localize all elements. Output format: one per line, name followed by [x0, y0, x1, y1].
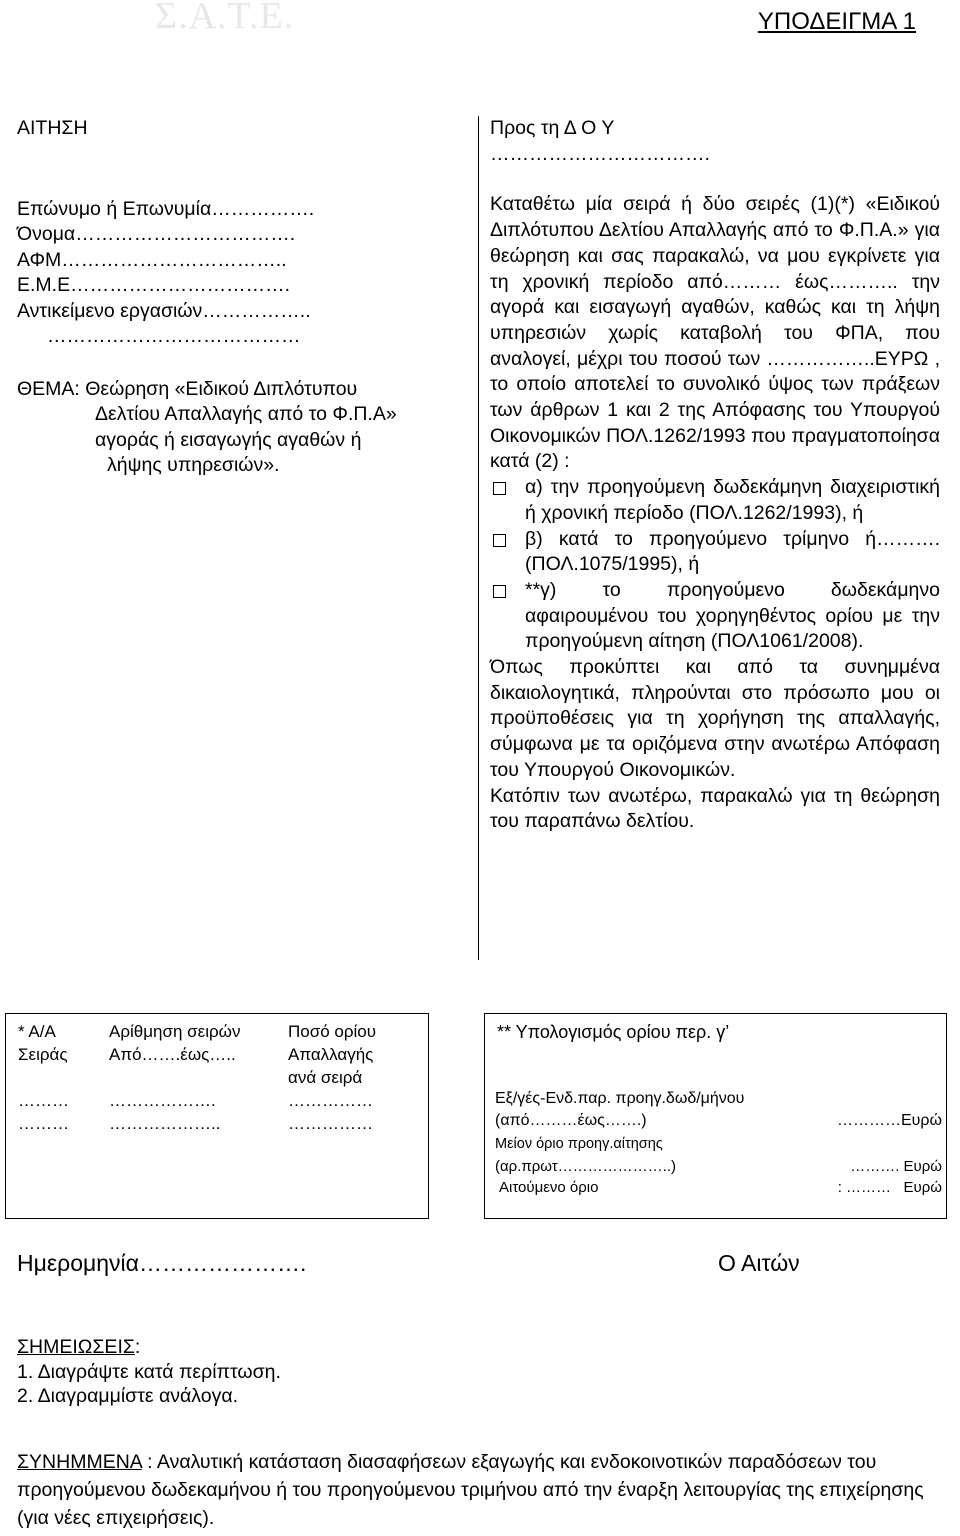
date-field: Ημερομηνία………………….: [17, 1250, 307, 1276]
field-activity: Αντικείμενο εργασιών……………..: [17, 299, 311, 322]
series-amount-column: Ποσό ορίου Απαλλαγής ανά σειρά …………… ……………: [288, 1022, 377, 1133]
column-divider: [478, 116, 479, 960]
calc-row1-label: Εξ/γές-Ενδ.παρ. προηγ.δωδ/μήνου: [495, 1090, 745, 1107]
request-body-column: [490, 116, 940, 835]
note-item: 1. Διαγράψτε κατά περίπτωση.: [17, 1360, 281, 1383]
option-b: β) κατά το προηγούμενο τρίμηνο ή………. (ΠΟΛ.1075/1995), ή: [490, 527, 940, 578]
calc-row2-label: Μείον όριο προηγ.αίτησης: [495, 1136, 663, 1152]
recipient-office: Προς τη Δ Ο Υ: [490, 117, 615, 139]
notes-section: ΣΗΜΕΙΩΣΕΙΣ: 1. Διαγράψτε κατά περίπτωση. 2. Διαγραμμίστε ανάλογα.: [17, 1336, 281, 1407]
calc-row1-value: …………Ευρώ: [836, 1112, 942, 1129]
calc-row1-sub: (από………έως…….): [495, 1112, 647, 1129]
field-activity-cont: …………………………………: [47, 325, 301, 347]
field-afm: ΑΦΜ……………………………..: [17, 248, 287, 271]
note-item: 2. Διαγραμμίστε ανάλογα.: [17, 1385, 239, 1407]
calc-row3-label: Αιτούμενο όριο: [499, 1179, 599, 1196]
checkbox-icon[interactable]: [493, 534, 506, 547]
calc-title: ** Υπολογισμός ορίου περ. γ’: [497, 1022, 730, 1042]
request-paragraph: Καταθέτω μία σειρά ή δύο σειρές (1)(*) «Ειδικού Διπλότυπου Δελτίου Απαλλαγής από το Φ.Π.Α.» για θεώρηση και σας παρακαλώ, να μου εγκρίνετε για τη χρονική περίοδο από……… έως……….. την αγορά και εισαγωγή αγαθών, καθώς και τη λήψη υπηρεσιών χωρίς καταβολή του ΦΠΑ, που αναλογεί, μέχρι του ποσού των ……………..ΕΥΡΩ , το οποίο αποτελεί το συνολικό ύψος των πράξεων των άρθρων 1 και 2 της Απόφασης του Υπουργού Οικονομικών ΠΟΛ.1262/1993 που πραγματοποίησα κατά (2) :: [490, 193, 940, 473]
subject-line-2: Δελτίου Απαλλαγής από το Φ.Π.Α»: [95, 403, 397, 425]
series-numbering-column: Αρίθμηση σειρών Από…….έως….. ………………. ………………..: [109, 1022, 241, 1133]
applicant-info-column: [17, 116, 457, 479]
option-c: **γ) το προηγούμενο δωδεκάμηνο αφαιρουμένου του χορηγηθέντος ορίου με την προηγούμενη αίτηση (ΠΟΛ1061/2008).: [490, 578, 940, 655]
field-surname: Επώνυμο ή Επωνυμία…………….: [17, 197, 315, 220]
subject-label: ΘΕΜΑ:: [17, 377, 80, 400]
subject-line-3: αγοράς ή εισαγωγής αγαθών ή: [95, 428, 362, 451]
application-title: ΑΙΤΗΣΗ: [17, 117, 88, 139]
watermark-text: Σ.Α.Τ.Ε.: [155, 0, 295, 37]
series-table: [5, 1013, 429, 1219]
calc-row2-sub: (αρ.πρωτ…………………..): [495, 1158, 677, 1175]
calc-row2-value: ………. Ευρώ: [850, 1158, 942, 1175]
limit-calculation-box: [484, 1013, 947, 1219]
checkbox-icon[interactable]: [493, 585, 506, 598]
closing-paragraph: Κατόπιν των ανωτέρω, παρακαλώ για τη θεώρηση του παραπάνω δελτίου.: [490, 784, 940, 833]
conditions-paragraph: Όπως προκύπτει και από τα συνημμένα δικαιολογητικά, πληρούνται στο πρόσωπο μου οι προϋποθέσεις για τη χορήγηση της απαλλαγής, σύμφωνα με τα οριζόμενα στην ανωτέρω Απόφαση του Υπουργού Οικονομικών.: [490, 656, 940, 781]
field-eme: Ε.Μ.Ε…………………………….: [17, 274, 291, 296]
notes-title: ΣΗΜΕΙΩΣΕΙΣ: [17, 1336, 135, 1358]
checkbox-icon[interactable]: [493, 482, 506, 495]
subject-line-1: ΘΕΜΑ: Θεώρηση «Ειδικού Διπλότυπου: [17, 377, 358, 400]
option-a: α) την προηγούμενη δωδεκάμηνη διαχειριστική ή χρονική περίοδο (ΠΟΛ.1262/1993), ή: [490, 475, 940, 526]
recipient-dots: …………………………….: [490, 142, 710, 165]
calc-row3-value: : ……… Ευρώ: [837, 1179, 942, 1196]
series-number-column: * Α/Α Σειράς ……… ………: [18, 1022, 69, 1133]
subject-line-4: λήψης υπηρεσιών».: [107, 454, 280, 476]
attachments-text: : Αναλυτική κατάσταση διασαφήσεων εξαγωγής και ενδοκοινοτικών παραδόσεων του προηγούμενου δωδεκαμήνου ή του προηγούμενου τριμήνου από την έναρξη λειτουργίας της επιχείρησης (για νέες επιχειρήσεις).: [17, 1451, 924, 1529]
attachments-section: [17, 1448, 942, 1532]
attachments-title: ΣΥΝΗΜΜΕΝΑ: [17, 1451, 142, 1473]
field-name: Όνομα…………………………….: [17, 223, 296, 245]
applicant-signature-label: Ο Αιτών: [718, 1250, 800, 1276]
sample-label: ΥΠΟΔΕΙΓΜΑ 1: [757, 8, 916, 35]
